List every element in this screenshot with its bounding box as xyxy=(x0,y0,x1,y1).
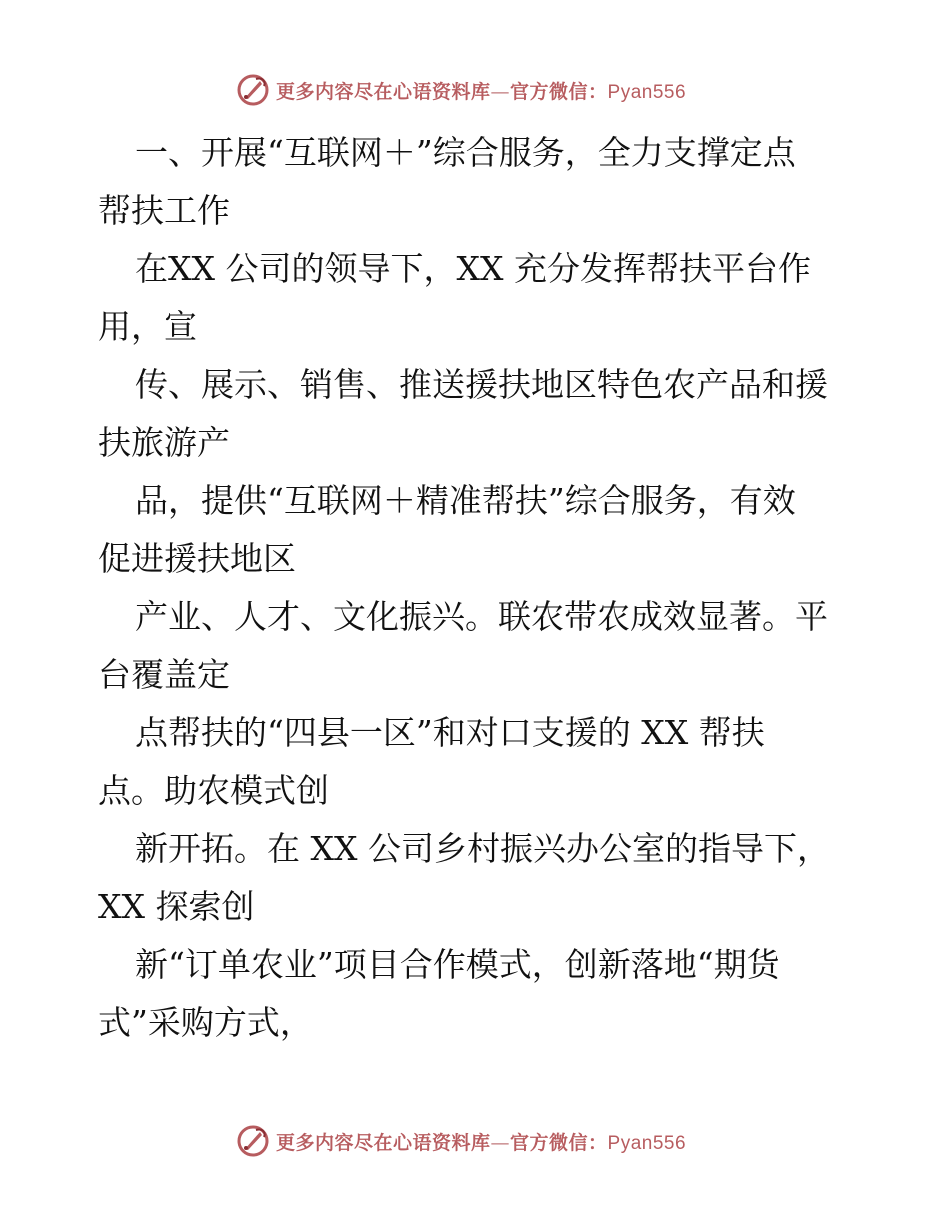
body-line: 新开拓。在 XX 公司乡村振兴办公室的指导下， xyxy=(135,829,830,868)
body-line: 帮扶工作 xyxy=(98,191,230,230)
body-line: 品，提供“互联网＋精准帮扶”综合服务，有效 xyxy=(135,481,796,520)
body-line: 扶旅游产 xyxy=(98,423,230,462)
body-line: 新“订单农业”项目合作模式，创新落地“期货 xyxy=(135,945,780,984)
header-banner-text xyxy=(276,77,686,104)
header-contact-id: Pyan556 xyxy=(607,81,687,103)
header-contact-label: 官方微信： xyxy=(510,80,608,103)
footer-contact-id: Pyan556 xyxy=(607,1132,687,1154)
body-line: 产业、人才、文化振兴。联农带农成效显著。平 xyxy=(135,597,828,636)
body-line: 用，宣 xyxy=(98,307,197,346)
footer-watermark-banner xyxy=(236,1121,686,1161)
body-line: 点帮扶的“四县一区”和对口支援的 XX 帮扶 xyxy=(135,713,765,752)
header-dash: — xyxy=(490,80,511,103)
header-watermark-banner xyxy=(236,70,686,110)
footer-contact-label: 官方微信： xyxy=(510,1131,608,1154)
header-site-name: 更多内容尽在心语资料库 xyxy=(276,80,491,103)
quill-logo-icon xyxy=(236,1124,270,1158)
body-line: 台覆盖定 xyxy=(98,655,230,694)
body-line: 促进援扶地区 xyxy=(98,539,296,578)
document-body xyxy=(98,124,858,1052)
quill-logo-icon xyxy=(236,73,270,107)
footer-banner-text xyxy=(276,1128,686,1155)
body-line: XX 探索创 xyxy=(98,887,255,926)
footer-site-name: 更多内容尽在心语资料库 xyxy=(276,1131,491,1154)
body-line: 点。助农模式创 xyxy=(98,771,329,810)
body-line: 传、展示、销售、推送援扶地区特色农产品和援 xyxy=(135,365,828,404)
footer-dash: — xyxy=(490,1131,511,1154)
body-line: 在XX 公司的领导下，XX 充分发挥帮扶平台作 xyxy=(135,249,811,288)
body-line: 式”采购方式， xyxy=(98,1003,313,1042)
body-line: 一、开展“互联网＋”综合服务，全力支撑定点 xyxy=(135,133,796,172)
